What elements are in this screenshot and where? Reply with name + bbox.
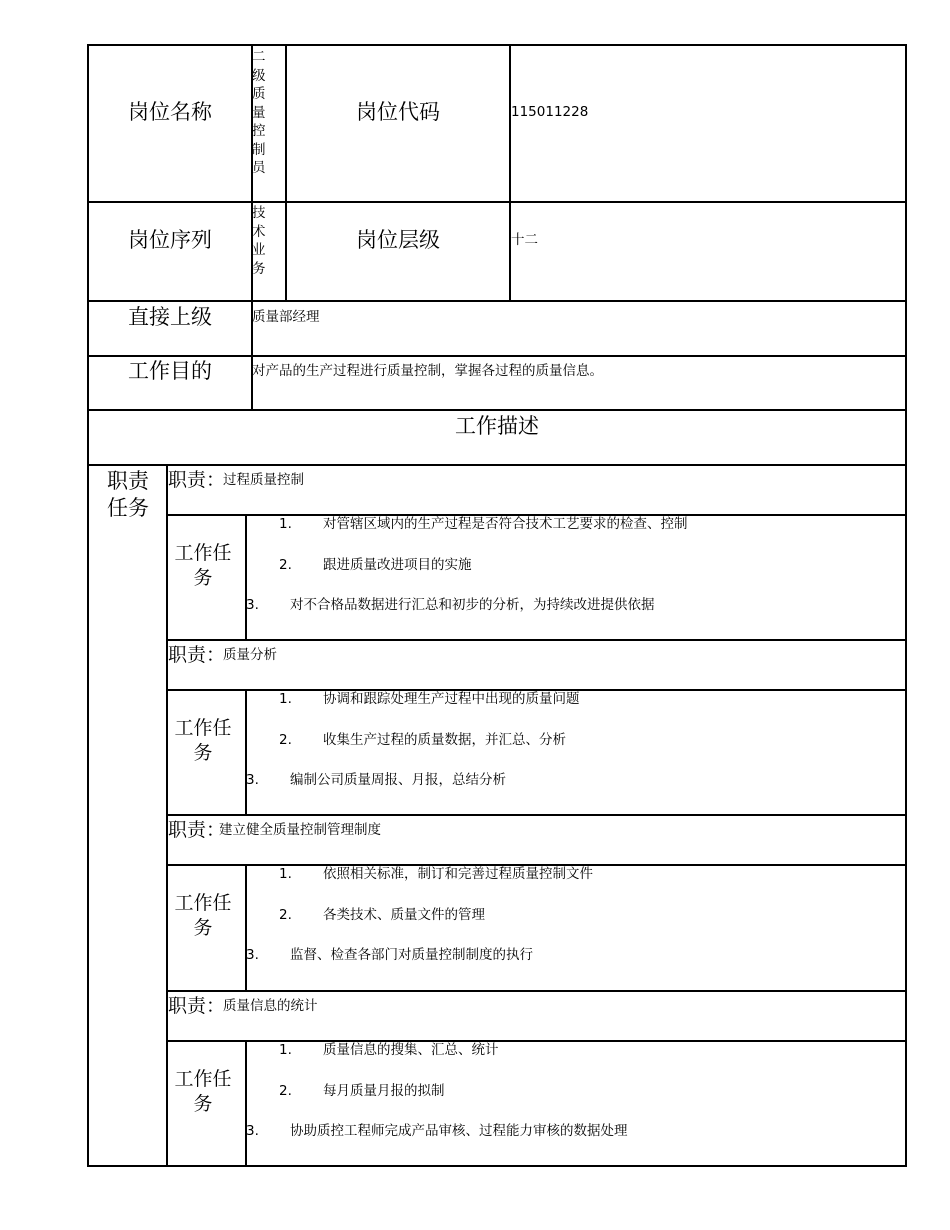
col-divider: [245, 514, 247, 641]
task-label: 工作任务: [174, 542, 232, 589]
task-text: 协调和跟踪处理生产过程中出现的质量问题: [323, 691, 580, 707]
task-text: 质量信息的搜集、汇总、统计: [323, 1042, 499, 1058]
task-number: 3.: [246, 947, 259, 963]
supervisor-label: 直接上级: [128, 305, 212, 329]
task-text: 对管辖区域内的生产过程是否符合技术工艺要求的检查、控制: [323, 516, 688, 532]
task-text: 跟进质量改进项目的实施: [323, 556, 472, 573]
row-divider: [87, 409, 907, 411]
position-code-value: 115011228: [511, 104, 589, 120]
col-divider: [245, 1040, 247, 1167]
task-text: 监督、检查各部门对质量控制制度的执行: [290, 947, 533, 963]
task-number: 2.: [279, 906, 292, 923]
duties-label: 职责任务: [107, 469, 149, 520]
task-number: 1.: [279, 866, 292, 882]
task-text: 对不合格品数据进行汇总和初步的分析，为持续改进提供依据: [290, 597, 655, 613]
task-label: 工作任务: [174, 892, 232, 939]
col-divider: [245, 689, 247, 816]
duty-prefix: 职责：: [168, 819, 226, 841]
row-divider: [87, 355, 907, 357]
duty-prefix: 职责：: [168, 644, 226, 666]
task-text: 各类技术、质量文件的管理: [323, 906, 485, 923]
duty-prefix: 职责：: [168, 995, 226, 1017]
task-text: 收集生产过程的质量数据，并汇总、分析: [323, 731, 566, 748]
position-series-label: 岗位序列: [128, 228, 212, 252]
task-number: 3.: [246, 597, 259, 613]
duty-name: 过程质量控制: [223, 472, 304, 488]
position-code-label: 岗位代码: [356, 100, 440, 124]
table-border-bottom: [87, 1165, 907, 1167]
table-border-right: [905, 44, 907, 1167]
task-text: 每月质量月报的拟制: [323, 1082, 445, 1099]
position-name-value: 二级质量控制员: [252, 49, 266, 176]
duty-name: 质量分析: [223, 647, 277, 663]
task-number: 3.: [246, 772, 259, 788]
task-number: 1.: [279, 516, 292, 532]
col-divider: [285, 44, 287, 302]
table-border-left: [87, 44, 89, 1167]
position-level-label: 岗位层级: [356, 228, 440, 252]
position-name-label: 岗位名称: [128, 100, 212, 124]
col-divider: [245, 864, 247, 992]
duty-prefix: 职责：: [168, 469, 226, 491]
task-number: 3.: [246, 1123, 259, 1139]
task-text: 依照相关标准，制订和完善过程质量控制文件: [323, 866, 593, 882]
row-divider: [166, 1040, 907, 1042]
task-number: 1.: [279, 691, 292, 707]
task-number: 2.: [279, 731, 292, 748]
purpose-label: 工作目的: [128, 359, 212, 383]
row-divider: [166, 639, 907, 641]
section-title: 工作描述: [455, 414, 539, 438]
duty-name: 质量信息的统计: [223, 998, 318, 1014]
task-label: 工作任务: [174, 1068, 232, 1115]
row-divider: [166, 814, 907, 816]
duty-name: 建立健全质量控制管理制度: [219, 822, 381, 838]
col-divider: [509, 44, 511, 302]
row-divider: [166, 990, 907, 992]
row-divider: [87, 201, 907, 203]
row-divider: [87, 464, 907, 466]
task-number: 1.: [279, 1042, 292, 1058]
supervisor-value: 质量部经理: [252, 309, 320, 325]
task-number: 2.: [279, 556, 292, 573]
task-label: 工作任务: [174, 717, 232, 764]
row-divider: [87, 300, 907, 302]
position-series-value: 技术业务: [252, 205, 266, 277]
purpose-value: 对产品的生产过程进行质量控制，掌握各过程的质量信息。: [252, 363, 603, 379]
task-number: 2.: [279, 1082, 292, 1099]
task-text: 编制公司质量周报、月报，总结分析: [290, 772, 506, 788]
task-text: 协助质控工程师完成产品审核、过程能力审核的数据处理: [290, 1123, 628, 1139]
position-level-value: 十二: [511, 232, 538, 248]
table-border-top: [87, 44, 907, 46]
